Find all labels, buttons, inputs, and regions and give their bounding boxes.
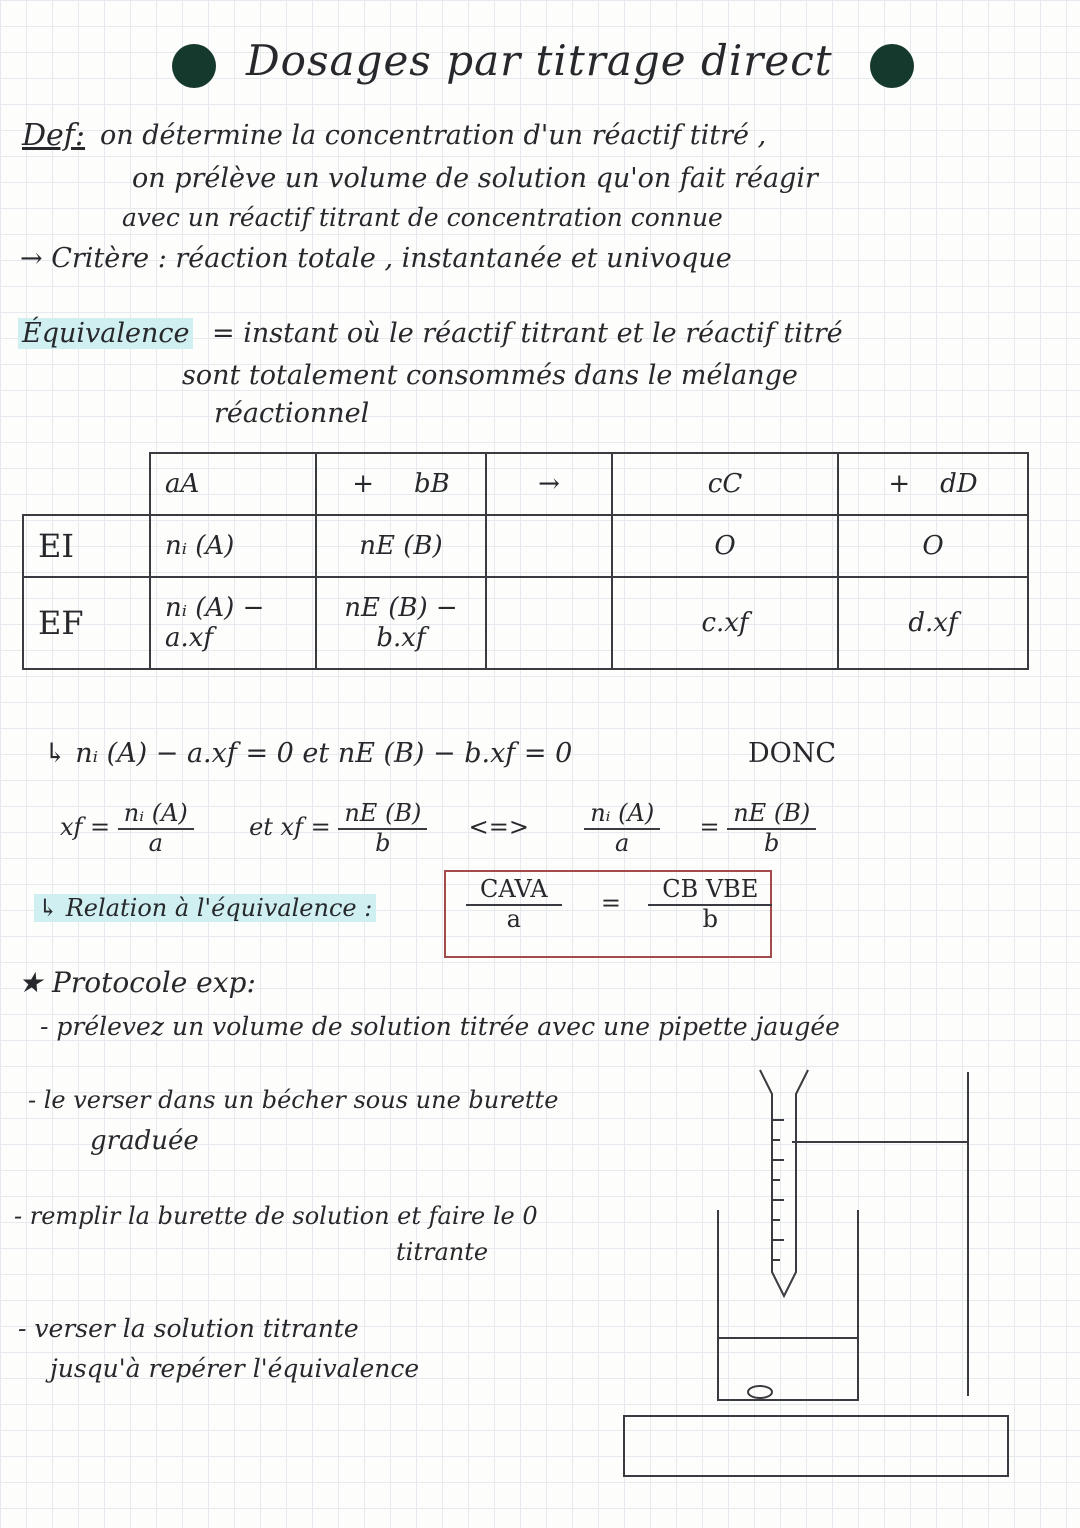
row-label-ei: EI	[23, 515, 150, 577]
bullet-dot-left	[172, 44, 216, 88]
equivalence-line-2: sont totalement consommés dans le mélange	[182, 360, 798, 391]
equivalence-line-3: réactionnel	[214, 398, 370, 429]
fraction-ni-over-a-2: $\frac{\text{nᵢ (A)}}{a}$	[584, 800, 660, 857]
row-label-ef: EF	[23, 577, 150, 669]
derivation-line: ↳ nᵢ (A) − a.xf = 0 et nE (B) − b.xf = 0	[44, 738, 573, 769]
fraction-ne-over-b: $\frac{nE (B)}{b}$	[338, 800, 427, 857]
definition-line-1: on détermine la concentration d'un réactif titré ,	[100, 120, 767, 151]
criteria-line: → Critère : réaction totale , instantanée et univoque	[20, 243, 732, 274]
protocol-step-3b: titrante	[396, 1238, 489, 1266]
relation-equals: =	[600, 889, 621, 918]
cell-ef-A: nᵢ (A) − a.xf	[150, 577, 316, 669]
protocol-step-4a: - verser la solution titrante	[18, 1314, 359, 1343]
header-plus-1: +	[352, 469, 375, 499]
cell-ei-D: O	[838, 515, 1028, 577]
titration-apparatus-drawing	[600, 1060, 1040, 1500]
equals-symbol: =	[699, 813, 720, 842]
equivalent-symbol: <=>	[468, 813, 529, 842]
fraction-ne-over-b-2: $\frac{nE (B)}{b}$	[727, 800, 816, 857]
definition-label: Def:	[22, 118, 86, 153]
protocol-step-1: - prélevez un volume de solution titrée avec une pipette jaugée	[40, 1012, 840, 1041]
header-bB: bB	[414, 469, 450, 499]
et-xf-label: et xf =	[249, 813, 331, 842]
fraction-cbvbe-over-b: $\frac{\text{CB VBE}}{b}$	[648, 876, 772, 933]
equivalence-term: Équivalence	[18, 318, 193, 349]
table-header-row	[23, 453, 1028, 515]
fraction-ni-over-a: $\frac{\text{nᵢ (A)}}{a}$	[118, 800, 194, 857]
definition-line-2: on prélève un volume de solution qu'on fait réagir	[132, 163, 818, 194]
protocol-step-4b: jusqu'à repérer l'équivalence	[50, 1354, 420, 1383]
protocol-title: ★ Protocole exp:	[18, 966, 256, 999]
header-cC: cC	[612, 453, 838, 515]
fraction-row	[60, 800, 816, 857]
cell-ei-A: nᵢ (A)	[150, 515, 316, 577]
donc-label: DONC	[748, 738, 837, 769]
header-aA: aA	[150, 453, 316, 515]
burette-graduations	[772, 1120, 784, 1260]
protocol-step-3a: - remplir la burette de solution et faire le 0	[14, 1202, 538, 1230]
equivalence-line-1: = instant où le réactif titrant et le réactif titré	[212, 318, 843, 349]
page-title: Dosages par titrage direct	[246, 36, 833, 85]
table-row-ef	[23, 577, 1028, 669]
burette	[760, 1070, 808, 1296]
header-dD: dD	[940, 469, 978, 499]
relation-formula	[466, 876, 772, 933]
protocol-step-2b: graduée	[90, 1126, 199, 1156]
cell-ef-B: nE (B) − b.xf	[316, 577, 486, 669]
cell-ei-B: nE (B)	[316, 515, 486, 577]
magnetic-stirrer	[624, 1416, 1008, 1476]
cell-ef-D: d.xf	[838, 577, 1028, 669]
stirrer-bar	[748, 1386, 772, 1398]
cell-ef-C: c.xf	[612, 577, 838, 669]
table-row-ei	[23, 515, 1028, 577]
header-plus-2: +	[888, 469, 911, 499]
relation-label: ↳ Relation à l'équivalence :	[34, 894, 376, 922]
definition-line-3: avec un réactif titrant de concentration connue	[122, 203, 723, 232]
bullet-dot-right	[870, 44, 914, 88]
fraction-cava-over-a: $\frac{\text{CAVA}}{a}$	[466, 876, 562, 933]
beaker	[718, 1210, 858, 1400]
cell-ei-C: O	[612, 515, 838, 577]
progress-table	[22, 452, 1029, 670]
header-arrow: →	[486, 453, 612, 515]
xf-label: xf =	[60, 813, 111, 842]
protocol-step-2a: - le verser dans un bécher sous une burette	[28, 1086, 559, 1114]
